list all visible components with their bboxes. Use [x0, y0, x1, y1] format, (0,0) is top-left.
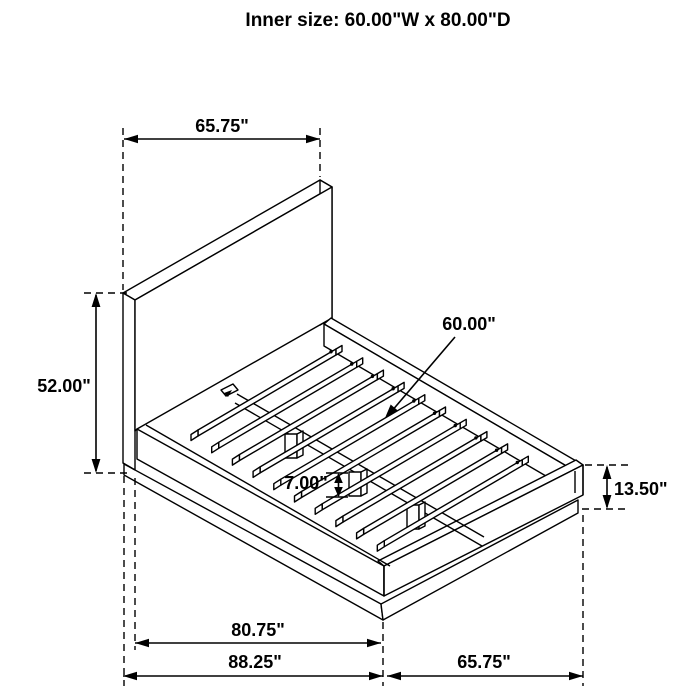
slat-screw-dot [454, 424, 457, 427]
dim-overall-height [37, 293, 130, 473]
left-rail-outer-face [137, 429, 384, 596]
dim-label-overall-height: 52.00" [37, 376, 91, 396]
slat-left-end [295, 492, 302, 503]
diagram-title: Inner size: 60.00"W x 80.00"D [245, 10, 511, 31]
arrowhead-top [92, 293, 101, 307]
slat-screw-dot [412, 399, 415, 402]
rail-bracket [221, 384, 238, 397]
dim-label-base-depth: 80.75" [231, 620, 285, 640]
slat [232, 370, 383, 465]
dim-label-footboard-width: 65.75" [457, 652, 511, 672]
arrowhead-right [369, 672, 383, 681]
slat-left-end [336, 516, 343, 527]
arrowhead-right [569, 672, 583, 681]
slat-screw-dot [433, 412, 436, 415]
arrowhead-left [135, 639, 149, 648]
dim-label-headboard-width: 65.75" [195, 116, 249, 136]
slat-left-end [315, 504, 322, 515]
arrowhead-bottom [603, 495, 612, 509]
headboard-left-face [123, 293, 135, 470]
slat-left-end [191, 430, 198, 441]
arrowhead-left [123, 672, 137, 681]
dim-label-center-support-height: 7.00" [284, 473, 328, 493]
slat-left-end [212, 442, 219, 453]
slat-left-end [357, 528, 364, 539]
slat-screw-dot [371, 375, 374, 378]
slat-left-end [232, 455, 239, 466]
dim-label-slat-length: 60.00" [442, 314, 496, 334]
slat-screw-dot [391, 387, 394, 390]
arrowhead-right [367, 639, 381, 648]
slat-screw-dot [329, 350, 332, 353]
slat-left-end [274, 479, 281, 490]
dim-center-support-height [284, 473, 348, 497]
slat-screw-dot [474, 436, 477, 439]
slat-screw-dot [350, 362, 353, 365]
slat-screw-dot [495, 449, 498, 452]
headboard [123, 180, 332, 470]
slat-left-end [253, 467, 260, 478]
slat-left-end [377, 541, 384, 552]
arrowhead-left [124, 135, 138, 144]
arrowhead-top [603, 465, 612, 479]
right-rail-top [324, 318, 583, 471]
dim-label-overall-depth: 88.25" [228, 652, 282, 672]
dim-base-height [582, 465, 668, 509]
dim-label-base-height: 13.50" [614, 479, 668, 499]
arrowhead-bottom [92, 459, 101, 473]
slat-screw-dot [516, 461, 519, 464]
arrowhead-left [387, 672, 401, 681]
slat [315, 419, 466, 514]
arrowhead-right [306, 135, 320, 144]
slat [253, 382, 404, 477]
